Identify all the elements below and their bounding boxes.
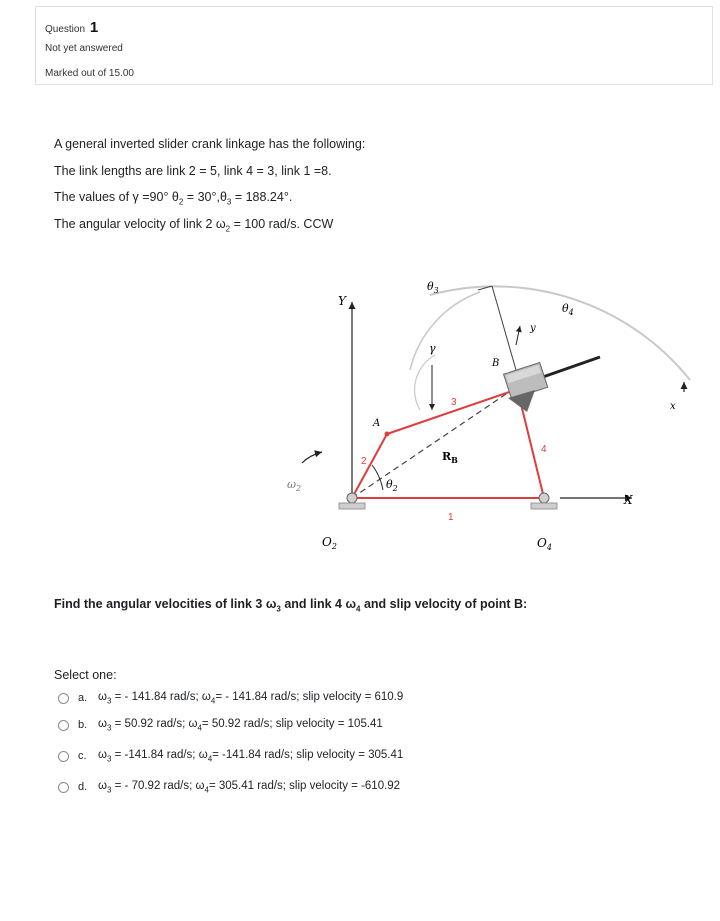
select-one-label: Select one: xyxy=(54,668,117,682)
label-link1: 1 xyxy=(448,512,454,523)
question-status: Not yet answered xyxy=(45,43,123,54)
question-text-line-1: A general inverted slider crank linkage has the following: xyxy=(54,137,366,151)
question-prompt: Find the angular velocities of link 3 $\omega_3$ and link 4 $\omega_4$ and slip velocity of point B: xyxy=(54,597,528,614)
label-link4: 4 xyxy=(541,444,547,455)
label-link3: 3 xyxy=(451,397,457,408)
question-number-label: Question 1 xyxy=(45,19,99,36)
label-a: A xyxy=(373,418,381,429)
question-text-line-3: The values of γ =90° $\theta_2 = 30^\circ,\theta_3 = 188.24^\circ$. xyxy=(54,190,293,207)
option-text: $\omega_3 = 50.92$ rad/s; $\omega_4= 50.92$ rad/s; slip velocity = 105.41 xyxy=(98,717,383,733)
label-omega2: $\omega_2$ xyxy=(287,478,302,493)
label-slider-y: y xyxy=(530,323,536,334)
label-theta3: $\theta_3$ xyxy=(427,280,439,295)
label-link2: 2 xyxy=(361,456,367,467)
question-marks: Marked out of 15.00 xyxy=(45,68,134,79)
option-letter: b. xyxy=(78,719,88,731)
radio-button[interactable] xyxy=(58,751,69,762)
theta3-arc xyxy=(410,292,480,370)
label-x-axis: X xyxy=(624,493,633,507)
label-theta4: $\theta_4$ xyxy=(562,302,574,317)
link-2 xyxy=(352,434,387,498)
option-letter: a. xyxy=(78,692,88,704)
ground-pin-o2 xyxy=(339,493,365,509)
answer-option-c[interactable] xyxy=(58,747,403,765)
option-text: $\omega_3$ = - 141.84 rad/s; $\omega_4= - 141.84$ rad/s; slip velocity = 610.9 xyxy=(98,690,404,706)
label-o4: $O_4$ xyxy=(537,536,552,552)
radio-button[interactable] xyxy=(58,782,69,793)
radio-button[interactable] xyxy=(58,693,69,704)
question-text-line-2: The link lengths are link 2 = 5, link 4 = 3, link 1 =8. xyxy=(54,164,332,178)
radio-button[interactable] xyxy=(58,720,69,731)
label-theta2: $\theta_2$ xyxy=(386,478,398,493)
label-y-axis: Y xyxy=(338,294,346,308)
linkage-diagram xyxy=(250,258,700,568)
label-rb: $R_B$ xyxy=(442,450,458,465)
option-text: $\omega_3$ = - 70.92 rad/s; $\omega_4= 305.41$ rad/s; slip velocity = -610.92 xyxy=(98,779,401,795)
option-text: $\omega_3 = -141.84$ rad/s; $\omega_4= -141.84$ rad/s; slip velocity = 305.41 xyxy=(98,748,404,764)
label-gamma: γ xyxy=(429,342,436,355)
question-info-box xyxy=(35,6,713,85)
question-number: 1 xyxy=(89,19,99,36)
answer-option-b[interactable] xyxy=(58,716,383,734)
label-b: B xyxy=(492,358,500,369)
answer-option-a[interactable] xyxy=(58,689,403,707)
answer-option-d[interactable] xyxy=(58,778,400,796)
omega2-arrow xyxy=(302,452,322,463)
ground-pin-o4 xyxy=(531,493,557,509)
option-letter: c. xyxy=(78,750,87,762)
theta4-arc xyxy=(430,286,690,380)
label-o2: $O_2$ xyxy=(322,535,337,551)
slider-rod xyxy=(540,357,600,378)
label-x-small: x xyxy=(670,401,676,412)
option-letter: d. xyxy=(78,781,88,793)
question-text-line-4: The angular velocity of link 2 $\omega_2 = 100$ rad/s. CCW xyxy=(54,217,334,234)
